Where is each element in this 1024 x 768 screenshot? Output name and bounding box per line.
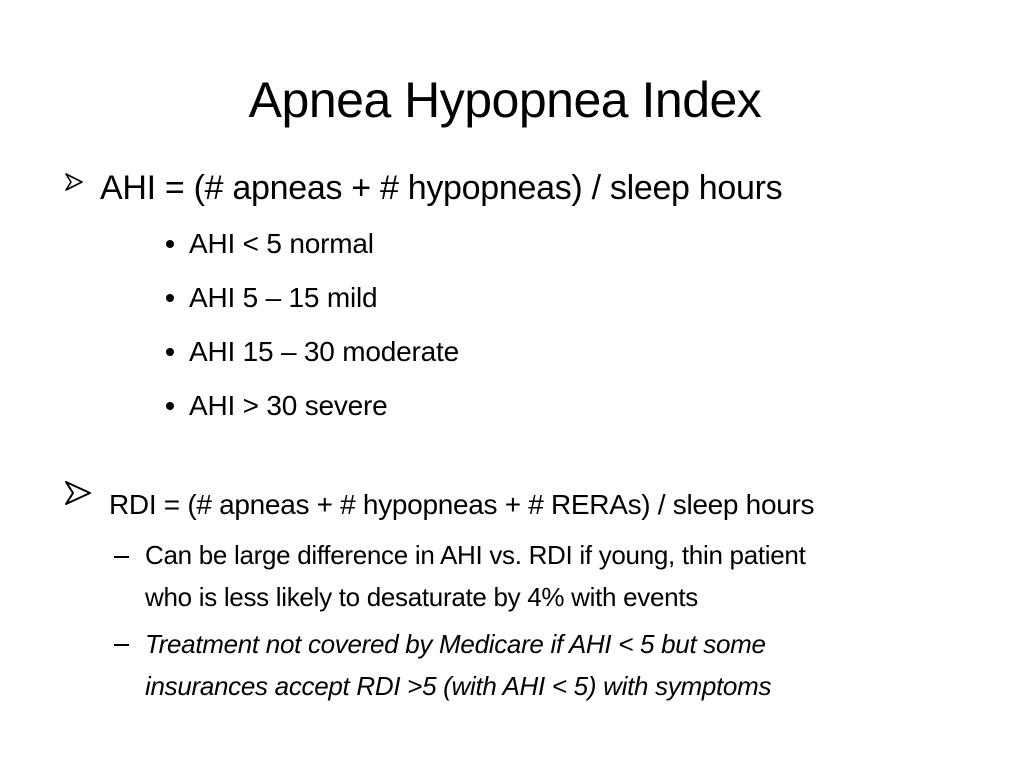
bullet-rdi-formula: RDI = (# apneas + # hypopneas + # RERAs) / sleep hours xyxy=(109,489,815,520)
bullet-dot-icon xyxy=(166,240,174,248)
dash-bullet-icon xyxy=(114,644,129,646)
arrowhead-bullet-icon xyxy=(64,172,84,192)
sub-bullet-difference-line1: Can be large difference in AHI vs. RDI if young, thin patient xyxy=(145,540,806,570)
bullet-dot-icon xyxy=(166,402,174,410)
dash-bullet-icon xyxy=(114,556,129,558)
bullet-ahi-formula: AHI = (# apneas + # hypopneas) / sleep hours xyxy=(100,169,783,207)
slide-title: Apnea Hypopnea Index xyxy=(248,72,762,128)
sub-bullet-medicare-line1: Treatment not covered by Medicare if AHI < 5 but some xyxy=(145,629,766,659)
sub-bullet-medicare-line2: insurances accept RDI >5 (with AHI < 5) with symptoms xyxy=(145,671,772,701)
bullet-dot-icon xyxy=(166,348,174,356)
arrowhead-bullet-icon xyxy=(64,480,92,506)
bullet-dot-icon xyxy=(166,294,174,302)
sub-bullet-moderate: AHI 15 – 30 moderate xyxy=(189,336,459,367)
sub-bullet-mild: AHI 5 – 15 mild xyxy=(189,282,378,313)
sub-bullet-normal: AHI < 5 normal xyxy=(189,228,374,259)
sub-bullet-difference-line2: who is less likely to desaturate by 4% with events xyxy=(145,582,698,612)
sub-bullet-severe: AHI > 30 severe xyxy=(189,390,388,421)
